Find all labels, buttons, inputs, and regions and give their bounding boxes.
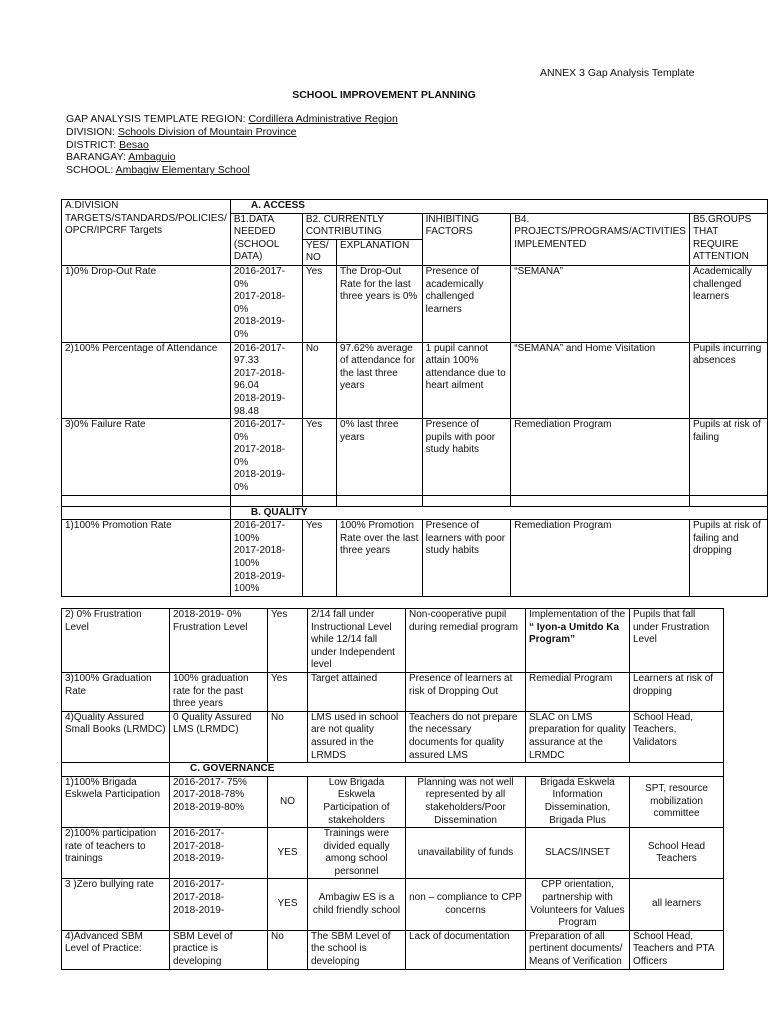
- target-cell: 1)100% Brigada Eskwela Participation: [62, 776, 170, 827]
- data-cell: 2016-2017-100% 2017-2018-100% 2018-2019-100%: [230, 520, 302, 597]
- section-row-governance: [62, 763, 724, 777]
- projects-cell: Preparation of all pertinent documents/ Means of Verification: [526, 930, 630, 969]
- groups-cell: Pupils that fall under Frustration Level: [630, 609, 724, 673]
- barangay-line: [66, 151, 398, 164]
- barangay-value: Ambaguio: [128, 151, 176, 164]
- yes-no-cell: Yes: [302, 419, 336, 496]
- target-cell: 4)Quality Assured Small Books (LRMDC): [62, 711, 170, 762]
- table-row: [62, 879, 724, 930]
- data-cell: 100% graduation rate for the past three years: [170, 672, 268, 711]
- yes-no-cell: No: [302, 342, 336, 419]
- inhibiting-cell: Lack of documentation: [406, 930, 526, 969]
- data-cell: 2016-2017-0% 2017-2018-0% 2018-2019-0%: [230, 265, 302, 342]
- target-cell: 4)Advanced SBM Level of Practice:: [62, 930, 170, 969]
- inhibiting-cell: Teachers do not prepare the necessary documents for quality assured LMS: [406, 711, 526, 762]
- groups-cell: Pupils incurring absences: [689, 342, 767, 419]
- district-value: Besao: [119, 138, 149, 151]
- section-quality: B. QUALITY: [230, 506, 767, 520]
- table-row: [62, 419, 768, 496]
- data-cell: 2016-2017- 97.33 2017-2018-96.04 2018-2019- 98.48: [230, 342, 302, 419]
- yes-no-cell: Yes: [268, 609, 308, 673]
- yes-no-cell: No: [268, 711, 308, 762]
- target-cell: 2)100% participation rate of teachers to trainings: [62, 828, 170, 879]
- data-cell: 2018-2019- 0% Frustration Level: [170, 609, 268, 673]
- gap-analysis-table-2: [61, 608, 724, 970]
- quality-rows: [62, 520, 768, 597]
- section-row-quality: [62, 506, 768, 520]
- district-label: DISTRICT:: [66, 138, 120, 151]
- projects-text: Implementation of the: [529, 609, 626, 620]
- projects-cell: “SEMANA”: [511, 265, 690, 342]
- explanation-cell: LMS used in school are not quality assured in the LRMDS: [308, 711, 406, 762]
- data-cell: SBM Level of practice is developing: [170, 930, 268, 969]
- groups-cell: SPT, resource mobilization committee: [630, 776, 724, 827]
- target-cell: 3)100% Graduation Rate: [62, 672, 170, 711]
- annex-label: ANNEX 3 Gap Analysis Template: [540, 67, 695, 79]
- section-governance: C. GOVERNANCE: [170, 763, 724, 777]
- header-explanation: EXPLANATION: [337, 239, 423, 265]
- explanation-cell: Low Brigada Eskwela Participation of stakeholders: [308, 776, 406, 827]
- projects-cell: Remediation Program: [511, 520, 690, 597]
- groups-cell: Pupils at risk of failing: [689, 419, 767, 496]
- page-title: SCHOOL IMPROVEMENT PLANNING: [292, 89, 476, 101]
- school-label: SCHOOL:: [66, 164, 116, 177]
- header-inhibiting: INHIBITING FACTORS: [422, 213, 511, 265]
- barangay-label: BARANGAY:: [66, 151, 129, 164]
- region-line: [66, 113, 398, 126]
- region-label: GAP ANALYSIS TEMPLATE REGION:: [66, 113, 249, 125]
- empty-row: [62, 495, 768, 506]
- inhibiting-cell: 1 pupil cannot attain 100% attendance due to heart ailment: [422, 342, 511, 419]
- explanation-cell: The SBM Level of the school is developing: [308, 930, 406, 969]
- data-cell: 2016-2017- 2017-2018- 2018-2019-: [170, 879, 268, 930]
- program-name: “ Iyon-a Umitdo Ka Program”: [529, 621, 620, 646]
- groups-cell: School Head, Teachers and PTA Officers: [630, 930, 724, 969]
- explanation-cell: Target attained: [308, 672, 406, 711]
- division-label: DIVISION:: [66, 125, 118, 138]
- table-row: [62, 711, 724, 762]
- data-cell: 2016-2017- 2017-2018- 2018-2019-: [170, 828, 268, 879]
- explanation-cell: 100% Promotion Rate over the last three years: [337, 520, 423, 597]
- table-row: [62, 520, 768, 597]
- inhibiting-cell: Non-cooperative pupil during remedial program: [406, 609, 526, 673]
- header-projects: B4. PROJECTS/PROGRAMS/ACTIVITIES IMPLEMENTED: [511, 213, 690, 265]
- data-cell: 2016-2017- 75% 2017-2018-78% 2018-2019-80%: [170, 776, 268, 827]
- quality-rows-continued: [62, 609, 724, 763]
- target-cell: 1)0% Drop-Out Rate: [62, 265, 231, 342]
- target-cell: 3)0% Failure Rate: [62, 419, 231, 496]
- target-cell: 2) 0% Frustration Level: [62, 609, 170, 673]
- division-value: Schools Division of Mountain Province: [117, 125, 297, 138]
- projects-cell: SLAC on LMS preparation for quality assurance at the LRMDC: [526, 711, 630, 762]
- table-row: [62, 828, 724, 879]
- school-value: Ambagiw Elementary School: [115, 164, 250, 177]
- header-data-needed: B1.DATA NEEDED (SCHOOL DATA): [230, 213, 302, 265]
- access-rows: [62, 265, 768, 495]
- yes-no-cell: Yes: [268, 672, 308, 711]
- target-cell: 1)100% Promotion Rate: [62, 520, 231, 597]
- explanation-cell: The Drop-Out Rate for the last three years is 0%: [337, 265, 423, 342]
- groups-cell: Learners at risk of dropping: [630, 672, 724, 711]
- school-line: [66, 164, 398, 177]
- groups-cell: School Head, Teachers, Validators: [630, 711, 724, 762]
- explanation-cell: Ambagiw ES is a child friendly school: [308, 879, 406, 930]
- inhibiting-cell: non – compliance to CPP concerns: [406, 879, 526, 930]
- yes-no-cell: Yes: [302, 520, 336, 597]
- groups-cell: Pupils at risk of failing and dropping: [689, 520, 767, 597]
- explanation-cell: 2/14 fall under Instructional Level while 12/14 fall under Independent level: [308, 609, 406, 673]
- yes-no-cell: Yes: [302, 265, 336, 342]
- yes-no-cell: YES: [268, 828, 308, 879]
- table-row: [62, 672, 724, 711]
- inhibiting-cell: Presence of learners with poor study habits: [422, 520, 511, 597]
- table-row: [62, 265, 768, 342]
- projects-cell: Remedial Program: [526, 672, 630, 711]
- groups-cell: School Head Teachers: [630, 828, 724, 879]
- district-line: [66, 139, 398, 152]
- school-info: [66, 113, 398, 177]
- explanation-cell: 0% last three years: [337, 419, 423, 496]
- inhibiting-cell: unavailability of funds: [406, 828, 526, 879]
- section-access: A. ACCESS: [230, 200, 767, 214]
- inhibiting-cell: Planning was not well represented by all stakeholders/Poor Dissemination: [406, 776, 526, 827]
- data-cell: 0 Quality Assured LMS (LRMDC): [170, 711, 268, 762]
- data-cell: 2016-2017-0% 2017-2018-0% 2018-2019-0%: [230, 419, 302, 496]
- gap-analysis-table-1: [61, 199, 768, 597]
- table-row: [62, 776, 724, 827]
- groups-cell: Academically challenged learners: [689, 265, 767, 342]
- inhibiting-cell: Presence of learners at risk of Dropping Out: [406, 672, 526, 711]
- projects-cell: [526, 609, 630, 673]
- governance-rows: [62, 776, 724, 969]
- explanation-cell: Trainings were divided equally among school personnel: [308, 828, 406, 879]
- header-contributing: B2. CURRENTLY CONTRIBUTING: [302, 213, 422, 239]
- table-row: [62, 930, 724, 969]
- projects-cell: SLACS/INSET: [526, 828, 630, 879]
- explanation-cell: 97.62% average of attendance for the last three years: [337, 342, 423, 419]
- projects-cell: Brigada Eskwela Information Dissemination, Brigada Plus: [526, 776, 630, 827]
- target-cell: 2)100% Percentage of Attendance: [62, 342, 231, 419]
- table-row: [62, 342, 768, 419]
- groups-cell: all learners: [630, 879, 724, 930]
- projects-cell: Remediation Program: [511, 419, 690, 496]
- inhibiting-cell: Presence of pupils with poor study habits: [422, 419, 511, 496]
- projects-cell: CPP orientation, partnership with Volunteers for Values Program: [526, 879, 630, 930]
- yes-no-cell: No: [268, 930, 308, 969]
- projects-cell: “SEMANA” and Home Visitation: [511, 342, 690, 419]
- header-row-1: [62, 200, 768, 214]
- target-cell: 3 )Zero bullying rate: [62, 879, 170, 930]
- header-yes-no: YES/ NO: [302, 239, 336, 265]
- header-targets: A.DIVISION TARGETS/STANDARDS/POLICIES/ OPCR/IPCRF Targets: [62, 200, 231, 266]
- yes-no-cell: YES: [268, 879, 308, 930]
- inhibiting-cell: Presence of academically challenged learners: [422, 265, 511, 342]
- table-row: [62, 609, 724, 673]
- yes-no-cell: NO: [268, 776, 308, 827]
- region-value: Cordillera Administrative Region: [248, 113, 398, 125]
- header-groups: B5.GROUPS THAT REQUIRE ATTENTION: [689, 213, 767, 265]
- division-line: [66, 126, 398, 139]
